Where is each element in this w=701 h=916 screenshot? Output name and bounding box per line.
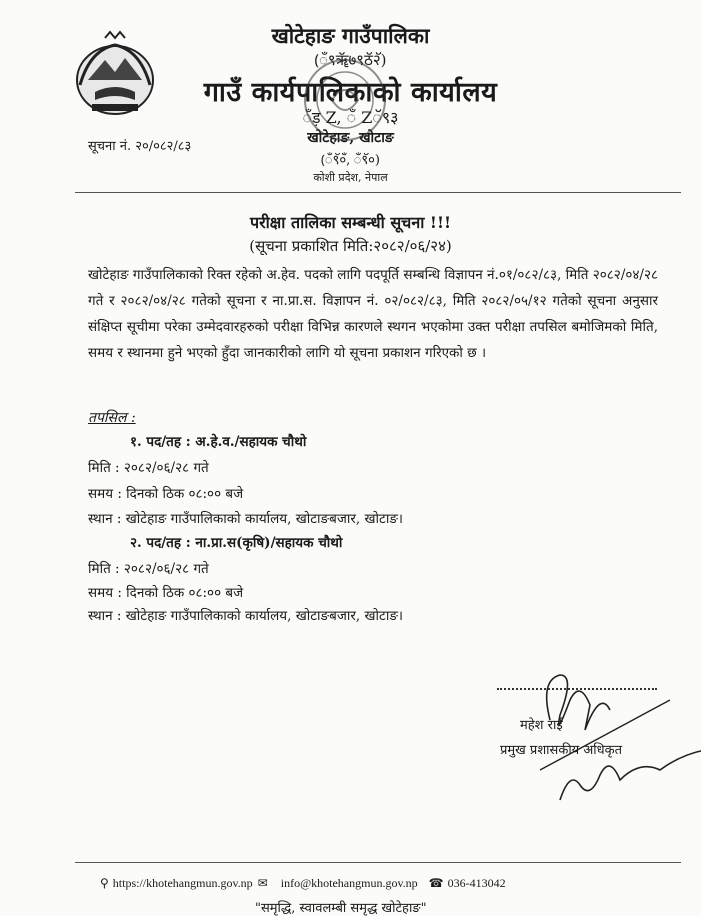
- signature-line: [497, 688, 657, 690]
- footer-motto: "समृद्धि, स्वावलम्बी समृद्ध खोटेहाङ": [255, 901, 427, 916]
- handwritten-signature: [500, 660, 701, 810]
- footer-divider: [75, 862, 681, 863]
- phone-icon: ☎: [428, 876, 444, 890]
- municipality-name-alt: (ँ९ॠॅ७९ठॅ२ॅ): [314, 51, 387, 69]
- publish-date: (सूचना प्रकाशित मिति:२०८२/०६/२४): [249, 237, 452, 255]
- office-stamp-seal: [300, 55, 390, 145]
- address-line-2: खोटेहाङ, खोटाङ: [307, 130, 394, 146]
- globe-icon: ⚲: [100, 876, 109, 890]
- notice-title: परीक्षा तालिका सम्बन्धी सूचना !!!: [250, 213, 451, 232]
- footer-contact: [100, 876, 506, 891]
- municipality-name: खोटेहाङ गाउँपालिका: [271, 23, 430, 48]
- schedule-post-1: १. पद/तह : अ.हे.व./सहायक चौथो: [130, 434, 307, 450]
- address-line-1: ँड़ Z, ँ Zॅ९३: [302, 108, 399, 127]
- office-name: गाउँ कार्यपालिकाको कार्यालय: [203, 77, 498, 108]
- notice-body: खोटेहाङ गाउँपालिकाको रिक्त रहेको अ.हेव. पदको लागि पदपूर्ति सम्बन्धि विज्ञापन नं.०१/०८२/८३, मिति २०८२/०४/२८ गते र २०८२/०४/२८ गतेको सूचना र ना.प्रा.स. विज्ञापन नं. ०२/०८२/८३, मिति २०८२/०५/१२ गतेको सूचना अनुसार संक्षिप्त सूचीमा परेका उम्मेदवारहरुको परीक्षा विभिन्न कारणले स्थगन भएकोमा उक्त परीक्षा तपसिल बमोजिमको मिति, समय र स्थानमा हुने भएको हुँदा जानकारीको लागि यो सूचना प्रकाशन गरिएको छ ।: [88, 267, 658, 361]
- schedule-date-2: मिति : २०८२/०६/२८ गते: [88, 561, 209, 577]
- signatory-title: प्रमुख प्रशासकीय अधिकृत: [500, 743, 623, 758]
- notice-number: सूचना नं. २०/०८२/८३: [88, 139, 192, 154]
- schedule-heading: तपसिल :: [88, 410, 136, 426]
- address-line-3: (ँ९ॅ०ँ, ँ९ॅ०): [321, 153, 380, 168]
- schedule-post-2: २. पद/तह : ना.प्रा.स(कृषि)/सहायक चौथो: [130, 535, 343, 551]
- header-divider: [75, 192, 681, 193]
- signatory-name: महेश राई: [520, 718, 563, 733]
- schedule-place-1: स्थान : खोटेहाङ गाउँपालिकाको कार्यालय, खोटाङबजार, खोटाङ।: [88, 511, 404, 527]
- schedule-time-2: समय : दिनको ठिक ०८:०० बजे: [88, 585, 244, 601]
- province-line: कोशी प्रदेश, नेपाल: [313, 171, 388, 184]
- email-icon: ✉: [257, 876, 268, 890]
- schedule-place-2: स्थान : खोटेहाङ गाउँपालिकाको कार्यालय, खोटाङबजार, खोटाङ।: [88, 608, 404, 624]
- schedule-date-1: मिति : २०८२/०६/२८ गते: [88, 460, 209, 476]
- footer-email[interactable]: info@khotehangmun.gov.np: [280, 876, 418, 890]
- footer-website[interactable]: https://khotehangmun.gov.np: [112, 876, 253, 890]
- schedule-time-1: समय : दिनको ठिक ०८:०० बजे: [88, 486, 244, 502]
- footer-phone: 036-413042: [447, 876, 506, 890]
